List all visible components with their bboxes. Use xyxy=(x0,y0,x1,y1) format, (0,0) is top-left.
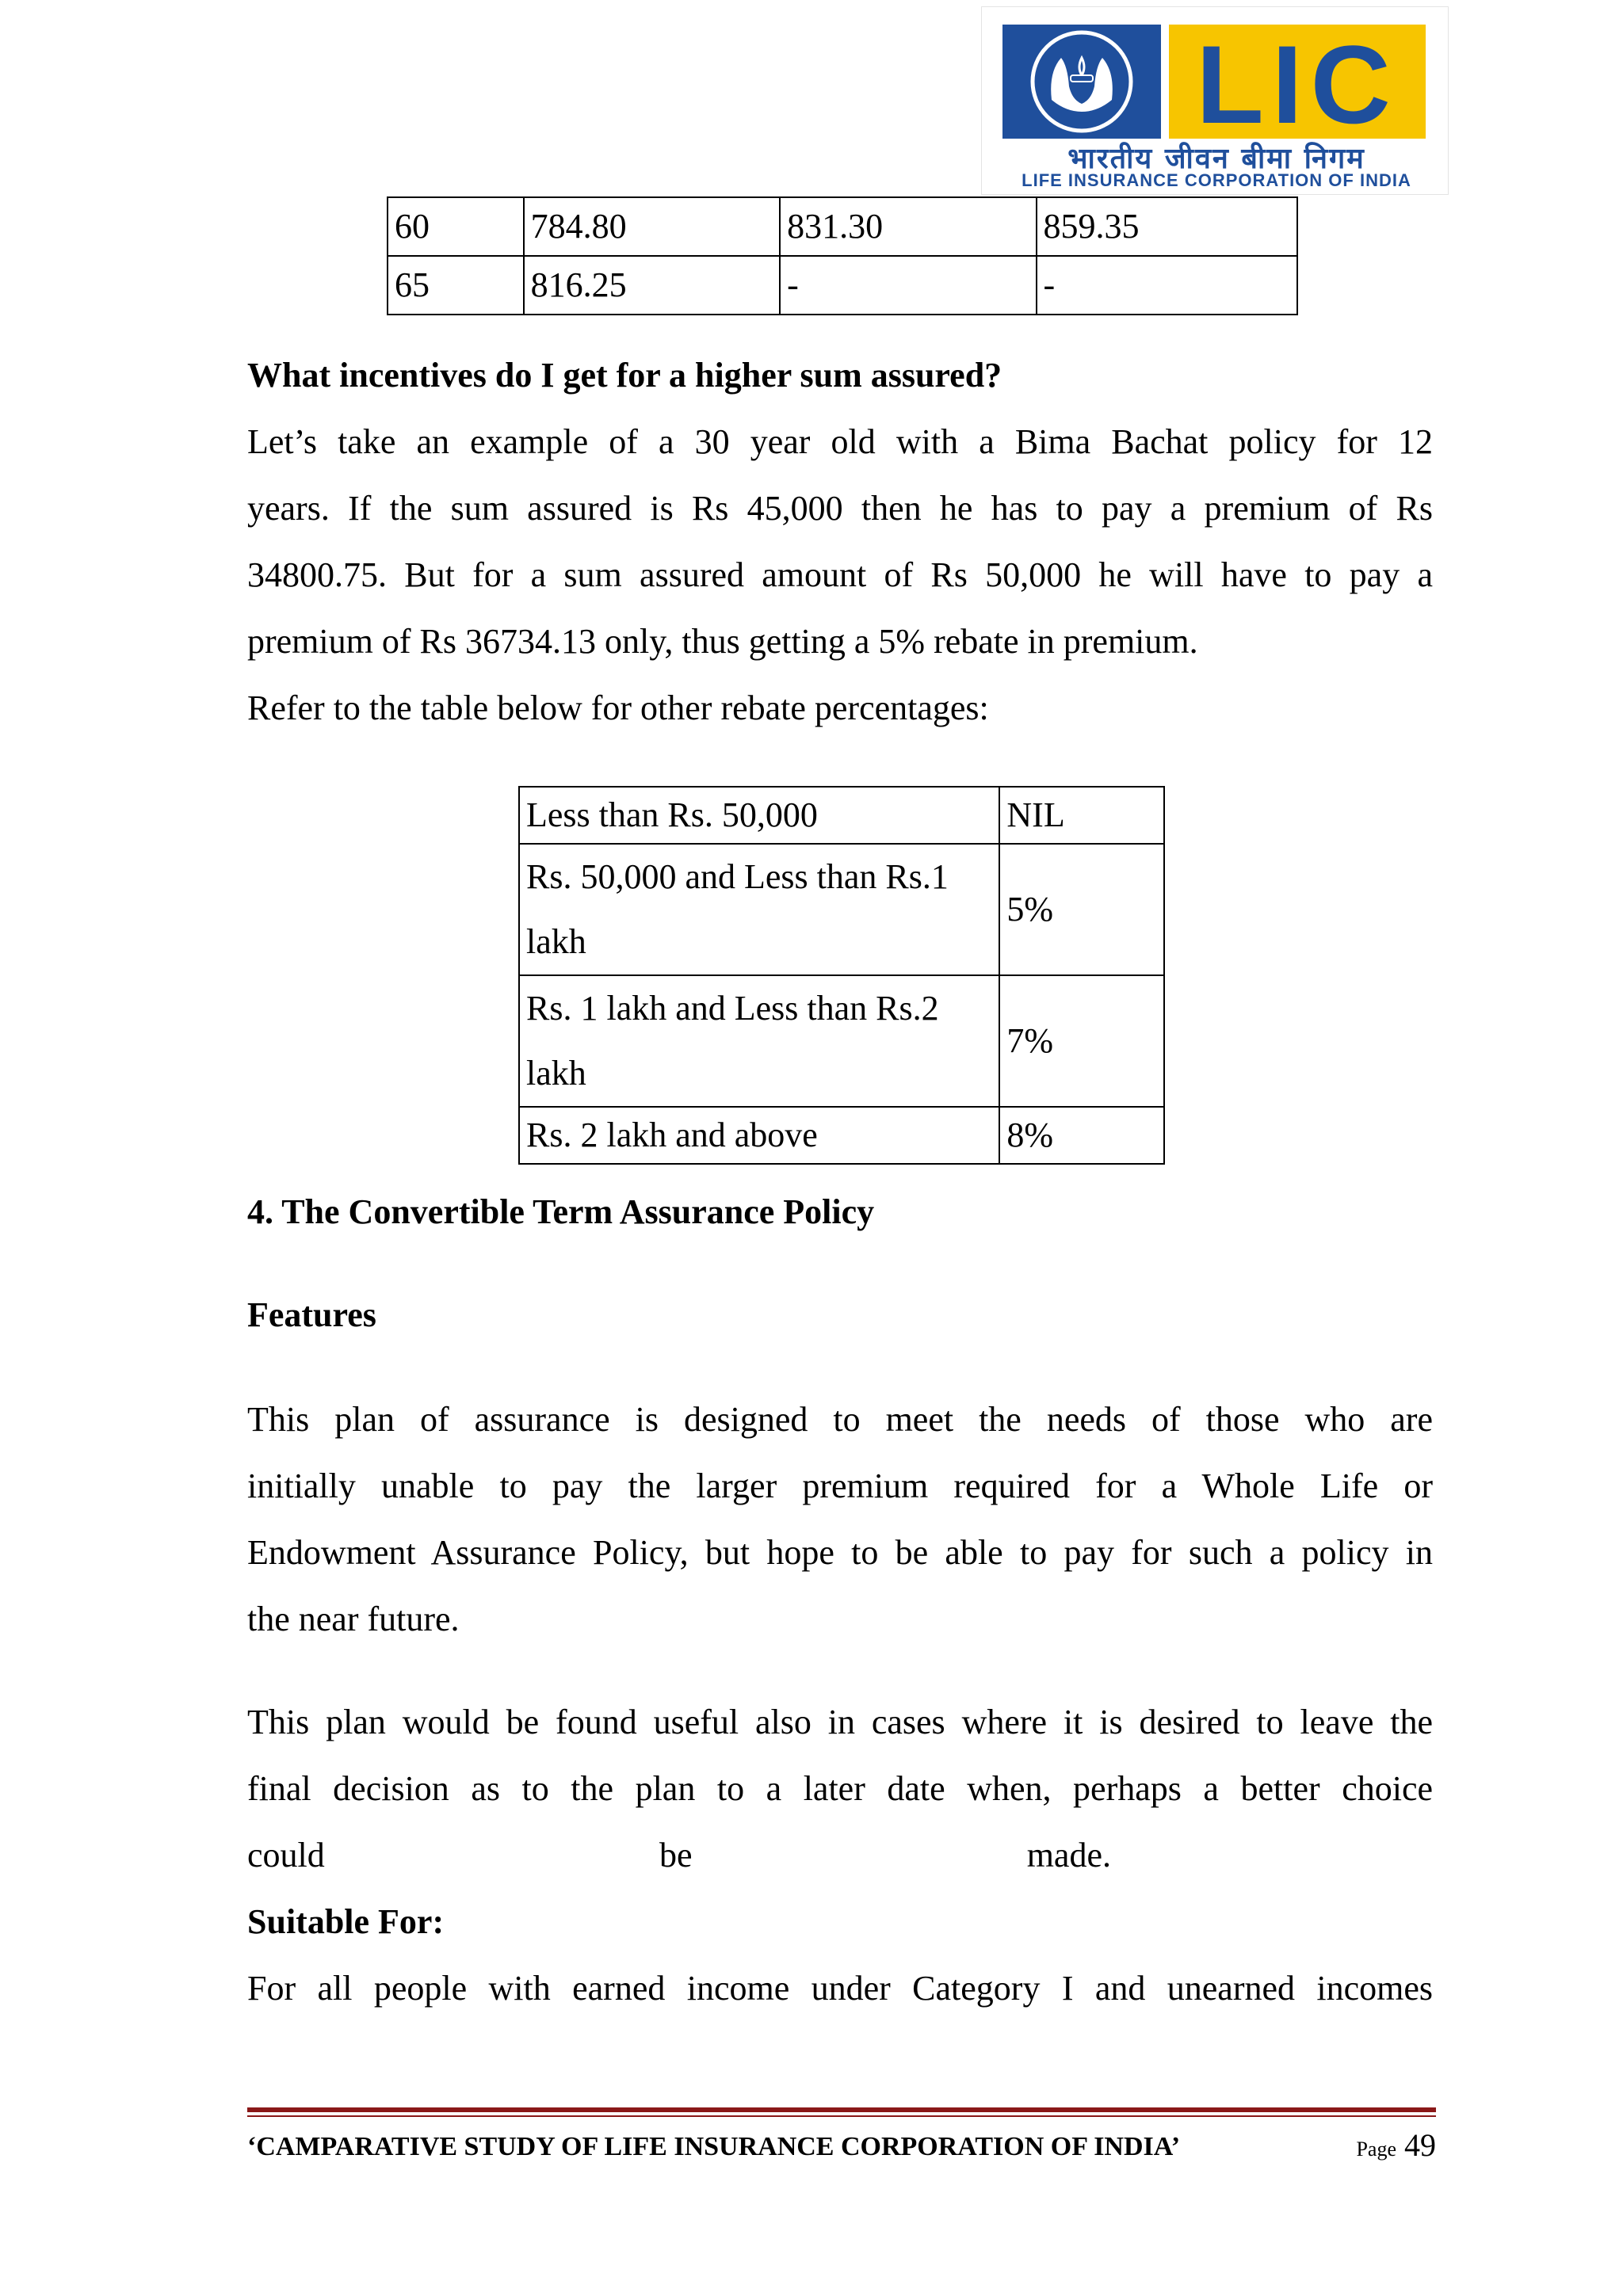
footer-rule xyxy=(247,2115,1436,2117)
table-cell: 784.80 xyxy=(524,197,780,256)
table-cell: 5% xyxy=(999,844,1164,975)
paragraph-line: the near future. xyxy=(247,1600,460,1638)
page-number xyxy=(1356,2128,1436,2167)
lic-emblem-icon xyxy=(1002,25,1161,139)
paragraph-line: For all people with earned income under Category I and unearned incomes xyxy=(247,1969,1433,2008)
section-heading-policy: 4. The Convertible Term Assurance Policy xyxy=(247,1192,875,1231)
table-row xyxy=(519,1107,1164,1164)
lic-english-name: LIFE INSURANCE CORPORATION OF INDIA xyxy=(1022,170,1411,190)
lic-wordmark: LIC xyxy=(1169,25,1426,139)
paragraph-line: final decision as to the plan to a later date when, perhaps a better choice xyxy=(247,1769,1433,1808)
table-row xyxy=(519,787,1164,844)
paragraph-line: years. If the sum assured is Rs 45,000 then he has to pay a premium of Rs xyxy=(247,489,1433,528)
lic-logo xyxy=(981,6,1449,195)
premium-table xyxy=(387,196,1298,315)
paragraph-line: Let’s take an example of a 30 year old with a Bima Bachat policy for 12 xyxy=(247,422,1433,461)
table-row xyxy=(388,256,1297,315)
table-row xyxy=(388,197,1297,256)
table-cell: 859.35 xyxy=(1037,197,1297,256)
lic-hindi-name: भारतीय जीवन बीमा निगम xyxy=(1067,143,1365,175)
rebate-table xyxy=(518,786,1165,1165)
footer-rule xyxy=(247,2107,1436,2112)
table-cell: 60 xyxy=(388,197,524,256)
paragraph-line: could be made. xyxy=(247,1836,1111,1875)
table-cell: 65 xyxy=(388,256,524,315)
table-cell: Less than Rs. 50,000 xyxy=(519,787,999,844)
table-cell: 7% xyxy=(999,975,1164,1107)
table-cell: Rs. 50,000 and Less than Rs.1 lakh xyxy=(519,844,999,975)
paragraph-line: This plan of assurance is designed to meet the needs of those who are xyxy=(247,1400,1433,1439)
paragraph-line: 34800.75. But for a sum assured amount of Rs 50,000 he will have to pay a xyxy=(247,555,1433,594)
table-row xyxy=(519,844,1164,975)
table-cell: 831.30 xyxy=(780,197,1036,256)
section-heading-incentives: What incentives do I get for a higher sum assured? xyxy=(247,356,1002,395)
paragraph-line: This plan would be found useful also in cases where it is desired to leave the xyxy=(247,1703,1433,1741)
page-number-value: 49 xyxy=(1404,2127,1436,2163)
table-cell: NIL xyxy=(999,787,1164,844)
table-cell: 816.25 xyxy=(524,256,780,315)
table-cell: Rs. 2 lakh and above xyxy=(519,1107,999,1164)
suitable-for-heading: Suitable For: xyxy=(247,1902,445,1941)
paragraph-line: initially unable to pay the larger premium required for a Whole Life or xyxy=(247,1466,1433,1505)
table-cell: 8% xyxy=(999,1107,1164,1164)
table-cell: - xyxy=(1037,256,1297,315)
paragraph-line: Refer to the table below for other rebate percentages: xyxy=(247,688,989,727)
table-row xyxy=(519,975,1164,1107)
page-label: Page xyxy=(1356,2138,1396,2161)
features-heading: Features xyxy=(247,1295,376,1334)
table-cell: Rs. 1 lakh and Less than Rs.2 lakh xyxy=(519,975,999,1107)
paragraph-line: Endowment Assurance Policy, but hope to be able to pay for such a policy in xyxy=(247,1533,1433,1572)
paragraph-line: premium of Rs 36734.13 only, thus getting a 5% rebate in premium. xyxy=(247,622,1198,661)
footer-title: ‘CAMPARATIVE STUDY OF LIFE INSURANCE CORPORATION OF INDIA’ xyxy=(247,2132,1181,2161)
table-cell: - xyxy=(780,256,1036,315)
